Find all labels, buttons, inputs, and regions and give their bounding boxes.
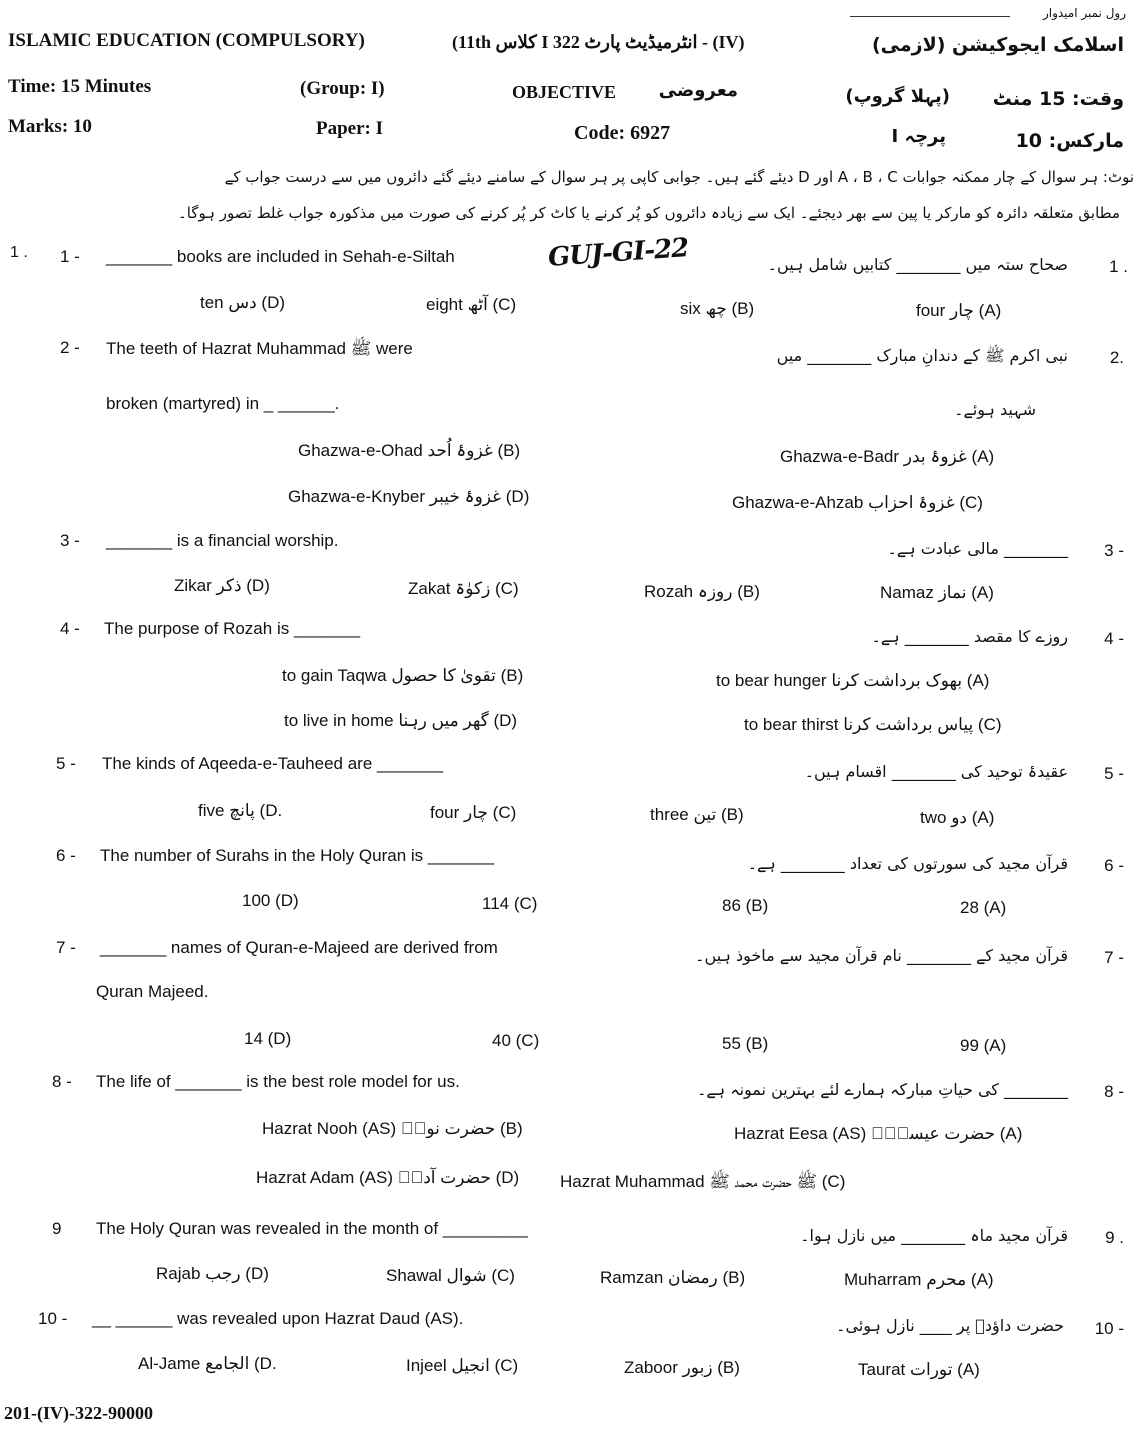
q7-option-c[interactable]: 40 (C) <box>492 1031 540 1050</box>
marks-en: Marks: 10 <box>8 116 92 137</box>
question-9-number: 9 <box>52 1219 62 1238</box>
question-8-number-ur: 8 - <box>1104 1082 1124 1101</box>
question-6-text: The number of Surahs in the Holy Quran is _______ <box>100 846 495 865</box>
question-6-number: 6 - <box>56 846 76 865</box>
question-10-text-ur: حضرت داؤدؑ پر ____ نازل ہوئی۔ <box>836 1316 1064 1335</box>
q2-option-b[interactable]: Ghazwa-e-Ohad غزوۂ اُحد (B) <box>298 441 521 460</box>
q9-option-c[interactable]: Shawal شوال (C) <box>386 1266 515 1285</box>
question-7-text-line2: Quran Majeed. <box>96 982 209 1001</box>
paper-en: Paper: I <box>316 118 384 139</box>
question-5-number: 5 - <box>56 754 76 773</box>
q2-option-d[interactable]: Ghazwa-e-Knyber غزوۂ خیبر (D) <box>288 487 530 506</box>
question-3-text: _______ is a financial worship. <box>106 531 339 550</box>
q4-option-a[interactable]: to bear hunger بھوک برداشت کرنا (A) <box>716 671 990 690</box>
question-2-number: 2 - <box>60 338 80 357</box>
question-10-number: 10 - <box>38 1309 68 1328</box>
question-2-text-line2: broken (martyred) in _ ______. <box>106 394 340 413</box>
footer-code: 201-(IV)-322-90000 <box>4 1403 153 1423</box>
q3-option-c[interactable]: Zakat زکوٰۃ (C) <box>408 579 519 598</box>
question-5-number-ur: 5 - <box>1104 764 1124 783</box>
instructions-line-1: نوٹ: ہر سوال کے چار ممکنہ جوابات A ، B ، C اور D دیئے گئے ہیں۔ جوابی کاپی پر ہر سوال کے سامنے دیئے گئے دائروں میں سے درست جواب کے <box>224 168 1134 186</box>
q6-option-c[interactable]: 114 (C) <box>482 894 538 913</box>
marks-ur: مارکس: 10 <box>1015 130 1124 152</box>
q10-option-b[interactable]: Zaboor زبور (B) <box>624 1358 740 1377</box>
q7-option-a[interactable]: 99 (A) <box>960 1036 1007 1055</box>
q5-option-d[interactable]: five پانچ (D. <box>198 801 283 820</box>
question-1-number: 1 - <box>60 247 80 266</box>
q4-option-c[interactable]: to bear thirst پیاس برداشت کرنا (C) <box>744 715 1002 734</box>
question-2-number-ur: 2. <box>1109 348 1124 367</box>
q4-option-b[interactable]: to gain Taqwa تقویٰ کا حصول (B) <box>282 666 524 685</box>
q3-option-d[interactable]: Zikar ذکر (D) <box>174 576 270 595</box>
q1-option-d[interactable]: ten دس (D) <box>200 293 286 312</box>
objective-en: OBJECTIVE <box>512 82 617 102</box>
question-1-text-ur: صحاح ستہ میں ________ کتابیں شامل ہیں۔ <box>767 255 1068 274</box>
q3-option-a[interactable]: Namaz نماز (A) <box>880 583 994 602</box>
q10-option-d[interactable]: Al-Jame الجامع (D. <box>138 1354 277 1373</box>
question-8-text: The life of _______ is the best role model for us. <box>96 1072 460 1091</box>
question-4-number: 4 - <box>60 619 80 638</box>
q9-option-d[interactable]: Rajab رجب (D) <box>156 1264 269 1283</box>
question-1-text: _______ books are included in Sehah-e-Siltah <box>106 247 455 266</box>
q6-option-b[interactable]: 86 (B) <box>722 896 769 915</box>
q2-option-a[interactable]: Ghazwa-e-Badr غزوۂ بدر (A) <box>780 447 995 466</box>
question-3-number-ur: 3 - <box>1104 541 1124 560</box>
question-3-number: 3 - <box>60 531 80 550</box>
question-4-text: The purpose of Rozah is _______ <box>104 619 361 638</box>
question-2-text-ur: نبی اکرم ﷺ کے دندانِ مبارک ________ میں <box>776 346 1068 365</box>
question-5-text: The kinds of Aqeeda-e-Tauheed are _______ <box>102 754 444 773</box>
time-ur: وقت: 15 منٹ <box>992 88 1124 110</box>
question-9-number-ur: 9 . <box>1105 1228 1124 1247</box>
q8-option-c[interactable]: Hazrat Muhammad ﷺ حضرت محمد ﷺ (C) <box>560 1172 846 1191</box>
q8-option-b[interactable]: Hazrat Nooh (AS) حضرت نوحؑ (B) <box>262 1119 523 1138</box>
question-8-text-ur: ________ کی حیاتِ مبارکہ ہمارے لئے بہترین نمونہ ہے۔ <box>696 1080 1068 1099</box>
question-10-text: __ ______ was revealed upon Hazrat Daud (AS). <box>92 1309 464 1328</box>
question-1-number-ur: 1 . <box>1109 257 1128 276</box>
question-4-number-ur: 4 - <box>1104 629 1124 648</box>
question-8-number: 8 - <box>52 1072 72 1091</box>
q5-option-c[interactable]: four چار (C) <box>430 803 517 822</box>
instructions-line-2: مطابق متعلقہ دائرہ کو مارکر یا پین سے بھر دیجئے۔ ایک سے زیادہ دائروں کو پُر کرنے یا کاٹ کر پُر کرنے کی صورت میں مذکورہ جواب غلط تصور ہوگا۔ <box>177 204 1120 222</box>
question-4-text-ur: روزے کا مقصد ________ ہے۔ <box>871 627 1068 646</box>
question-5-text-ur: عقیدۂ توحید کی ________ اقسام ہیں۔ <box>804 762 1068 781</box>
q1-option-a[interactable]: four چار (A) <box>916 301 1002 320</box>
q3-option-b[interactable]: Rozah روزہ (B) <box>644 582 760 601</box>
q5-option-b[interactable]: three تین (B) <box>650 805 744 824</box>
time-en: Time: 15 Minutes <box>8 76 152 97</box>
q10-option-c[interactable]: Injeel انجیل (C) <box>406 1356 519 1375</box>
q1-option-b[interactable]: six چھ (B) <box>680 299 755 318</box>
question-2-text: The teeth of Hazrat Muhammad ﷺ were <box>106 339 413 358</box>
question-6-text-ur: قرآن مجید کی سورتوں کی تعداد ________ ہے۔ <box>747 854 1068 873</box>
q1-option-c[interactable]: eight آٹھ (C) <box>426 295 517 314</box>
question-7-number-ur: 7 - <box>1104 948 1124 967</box>
q5-option-a[interactable]: two دو (A) <box>920 808 995 827</box>
group-ur: (پہلا گروپ) <box>845 86 950 107</box>
section-number: 1 . <box>10 244 28 261</box>
roll-number-label: رول نمبر امیدوار <box>1042 6 1126 20</box>
q4-option-d[interactable]: to live in home گھر میں رہنا (D) <box>284 711 518 730</box>
question-6-number-ur: 6 - <box>1104 856 1124 875</box>
group-en: (Group: I) <box>300 78 385 99</box>
q2-option-c[interactable]: Ghazwa-e-Ahzab غزوۂ احزاب (C) <box>732 493 983 512</box>
question-3-text-ur: ________ مالی عبادت ہے۔ <box>887 539 1068 558</box>
exam-title-en: ISLAMIC EDUCATION (COMPULSORY) <box>8 30 365 51</box>
question-2-text-ur-line2: شہید ہوئے۔ <box>954 400 1036 419</box>
question-7-text: _______ names of Quran-e-Majeed are derived from <box>100 938 498 957</box>
roll-number-line <box>850 16 1010 17</box>
question-7-number: 7 - <box>56 938 76 957</box>
question-9-text-ur: قرآن مجید ماہ ________ میں نازل ہوا۔ <box>800 1226 1068 1245</box>
paper-code: Code: 6927 <box>574 122 671 144</box>
question-9-text: The Holy Quran was revealed in the month of _________ <box>96 1219 528 1238</box>
question-10-number-ur: 10 - <box>1094 1319 1124 1338</box>
q10-option-a[interactable]: Taurat تورات (A) <box>858 1360 980 1379</box>
exam-title-ur: اسلامک ایجوکیشن (لازمی) <box>871 34 1124 56</box>
q7-option-d[interactable]: 14 (D) <box>244 1029 292 1048</box>
q9-option-a[interactable]: Muharram محرم (A) <box>844 1270 994 1289</box>
handwritten-stamp: GUJ-GI-22 <box>547 233 690 273</box>
exam-class-code: (11th کلاس I انٹرمیڈیٹ پارٹ 322 - (IV) <box>452 32 745 52</box>
paper-ur: پرچہ I <box>891 126 946 147</box>
q8-option-a[interactable]: Hazrat Eesa (AS) حضرت عیسیٰؑ (A) <box>734 1124 1023 1143</box>
objective-ur: معروضی <box>658 80 738 101</box>
q7-option-b[interactable]: 55 (B) <box>722 1034 769 1053</box>
q6-option-d[interactable]: 100 (D) <box>242 891 299 910</box>
q8-option-d[interactable]: Hazrat Adam (AS) حضرت آدمؑ (D) <box>256 1168 520 1187</box>
q6-option-a[interactable]: 28 (A) <box>960 898 1007 917</box>
q9-option-b[interactable]: Ramzan رمضان (B) <box>600 1268 746 1287</box>
question-7-text-ur: قرآن مجید کے ________ نام قرآن مجید سے ماخوذ ہیں۔ <box>695 946 1068 965</box>
